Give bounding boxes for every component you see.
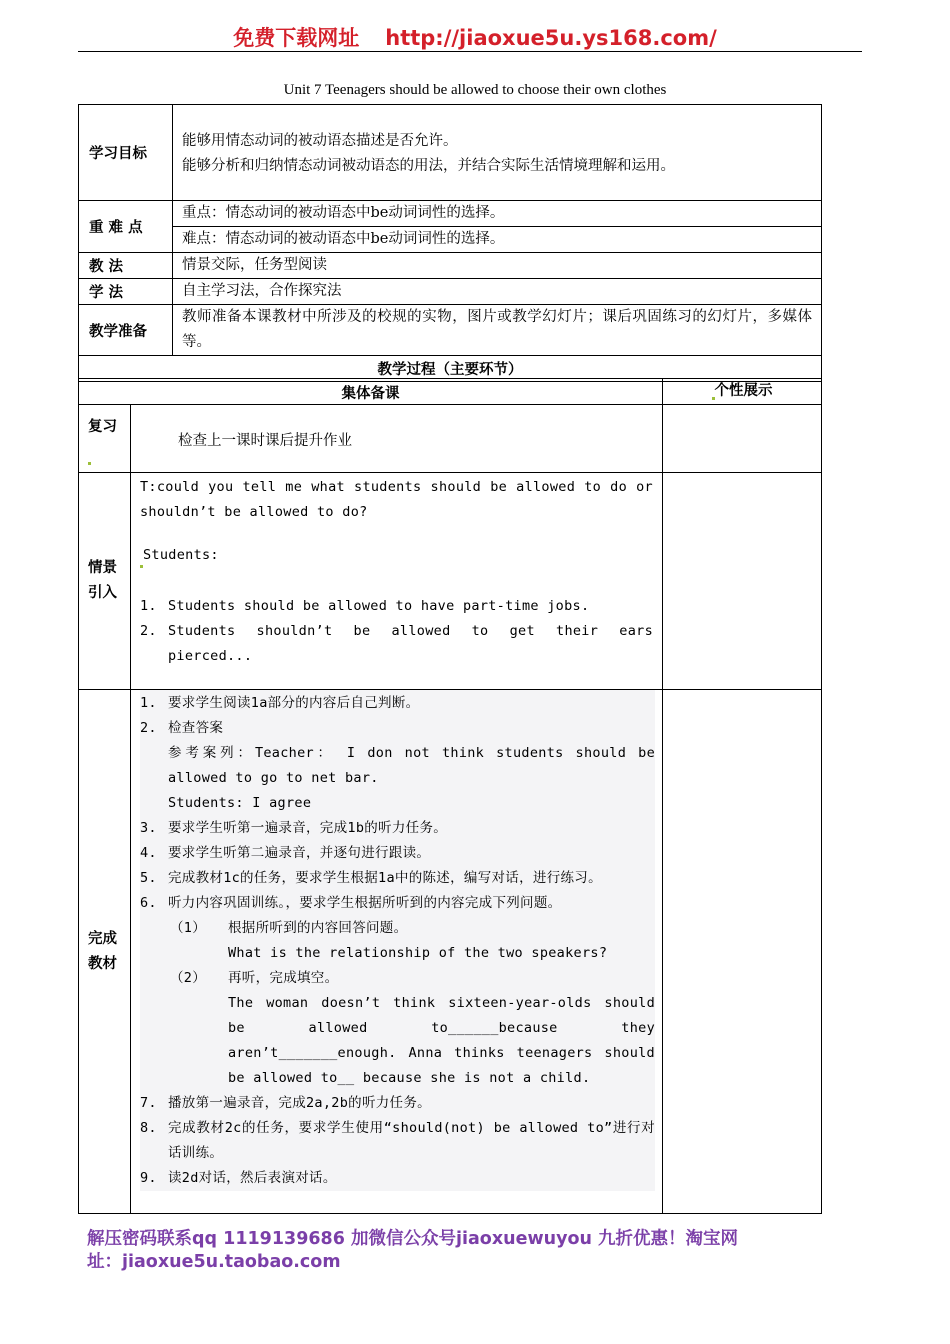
task-personal-cell: [663, 690, 822, 1214]
task-item: 5. 完成教材1c的任务，要求学生根据1a中的陈述，编写对话，进行练习。: [140, 870, 602, 886]
study-method-label: 学 法: [79, 279, 173, 305]
document-title: Unit 7 Teenagers should be allowed to choose their own clothes: [283, 82, 667, 98]
intro-item: 1. Students should be allowed to have part-time jobs.: [140, 598, 590, 614]
intro-row: [79, 473, 822, 690]
goal-line-2: 能够分析和归纳情态动词被动语态的用法，并结合实际生活情境理解和运用。: [182, 158, 675, 174]
process-table: [78, 378, 822, 1214]
task-item: 4. 要求学生听第二遍录音，并逐句进行跟读。: [140, 845, 431, 861]
goal-line-1: 能够用情态动词的被动语态描述是否允许。: [182, 133, 458, 149]
key-point-row: [79, 201, 822, 227]
task-item: 1. 要求学生阅读1a部分的内容后自己判断。: [140, 695, 420, 711]
review-label: 复习: [79, 405, 131, 473]
goals-label: 学习目标: [79, 105, 173, 201]
preparation-value: 教师准备本课教材中所涉及的校规的实物，图片或教学幻灯片；课后巩固练习的幻灯片，多媒体等。: [173, 305, 822, 356]
preparation-label: 教学准备: [79, 305, 173, 356]
task-row: [79, 690, 822, 1214]
task-content: [131, 690, 663, 1214]
intro-question: T:could you tell me what students should be allowed to do or shouldn’t be allowed to do?: [140, 479, 653, 520]
intro-label: 情景 引入: [79, 473, 131, 690]
task-item: 9. 读2d对话，然后表演对话。: [140, 1170, 337, 1186]
review-text: 检查上一课时课后提升作业: [131, 405, 663, 473]
task-list: [140, 690, 655, 1191]
process-header-row: [79, 379, 822, 405]
difficult-point-text: 难点：情态动词的被动语态中be动词词性的选择。: [173, 227, 822, 253]
page-header: [0, 22, 950, 52]
task-item: 2. 检查答案 参考案列：Teacher： I don not think students should be allowed to go to net bar. Students: I agree: [140, 720, 655, 811]
footer-line-2[interactable]: 址：jiaoxue5u.taobao.com: [87, 1252, 341, 1272]
key-point-text: 重点：情态动词的被动语态中be动词词性的选择。: [173, 201, 822, 227]
task-item: 7. 播放第一遍录音，完成2a,2b的听力任务。: [140, 1095, 431, 1111]
intro-content: [131, 473, 663, 690]
goals-row: [79, 105, 822, 201]
teaching-method-row: [79, 253, 822, 279]
task-item: 3. 要求学生听第一遍录音，完成1b的听力任务。: [140, 820, 448, 836]
task-item: 8. 完成教材2c的任务，要求学生使用“should(not) be allowed to”进行对话训练。: [140, 1120, 655, 1161]
review-row: [79, 405, 822, 473]
header-label: 免费下载网址: [233, 26, 360, 50]
task-item: 6. 听力内容巩固训练。，要求学生根据所听到的内容完成下列问题。 （1） 根据所听到的内容回答问题。 What is the relationship of the two speakers? （2） 再听，完成填空。 The woman doesn’t think sixteen-year-olds should be allowed to______because they aren’t_______enough. Anna thinks teenagers should be allowed to__ because she is not a child.: [140, 891, 655, 1091]
review-personal-cell: [663, 405, 822, 473]
footer-line-1: 解压密码联系qq 1119139686 加微信公众号jiaoxuewuyou 九折优惠！淘宝网: [87, 1229, 739, 1249]
bullet-mark-icon: [88, 462, 91, 465]
lesson-info-table: [78, 104, 822, 382]
group-prep-header: 集体备课: [79, 379, 663, 405]
process-title: 教学过程（主要环节）: [79, 356, 822, 382]
study-method-value: 自主学习法，合作探究法: [173, 279, 822, 305]
difficult-point-row: [79, 227, 822, 253]
key-points-label: 重 难 点: [79, 201, 173, 253]
preparation-row: [79, 305, 822, 356]
page-footer: [87, 1228, 827, 1274]
study-method-row: [79, 279, 822, 305]
teaching-method-value: 情景交际，任务型阅读: [173, 253, 822, 279]
goals-cell: [173, 105, 822, 201]
sub-question-1: （1） 根据所听到的内容回答问题。 What is the relationship of the two speakers?: [170, 920, 608, 961]
personal-display-header: 个性展示: [663, 379, 822, 405]
task-label: 完成 教材: [79, 690, 131, 1214]
teaching-method-label: 教 法: [79, 253, 173, 279]
bullet-mark-icon: [140, 565, 143, 568]
header-divider: [78, 51, 862, 52]
intro-students: Students:: [140, 543, 653, 568]
header-url-link[interactable]: http://jiaoxue5u.ys168.com/: [385, 26, 717, 50]
intro-personal-cell: [663, 473, 822, 690]
intro-item: 2. Students shouldn’t be allowed to get their ears pierced...: [140, 623, 653, 664]
sub-question-2: （2） 再听，完成填空。 The woman doesn’t think sixteen-year-olds should be allowed to______because they aren’t_______enough. Anna thinks teenagers should be allowed to__ because she is not a child.: [170, 970, 655, 1086]
